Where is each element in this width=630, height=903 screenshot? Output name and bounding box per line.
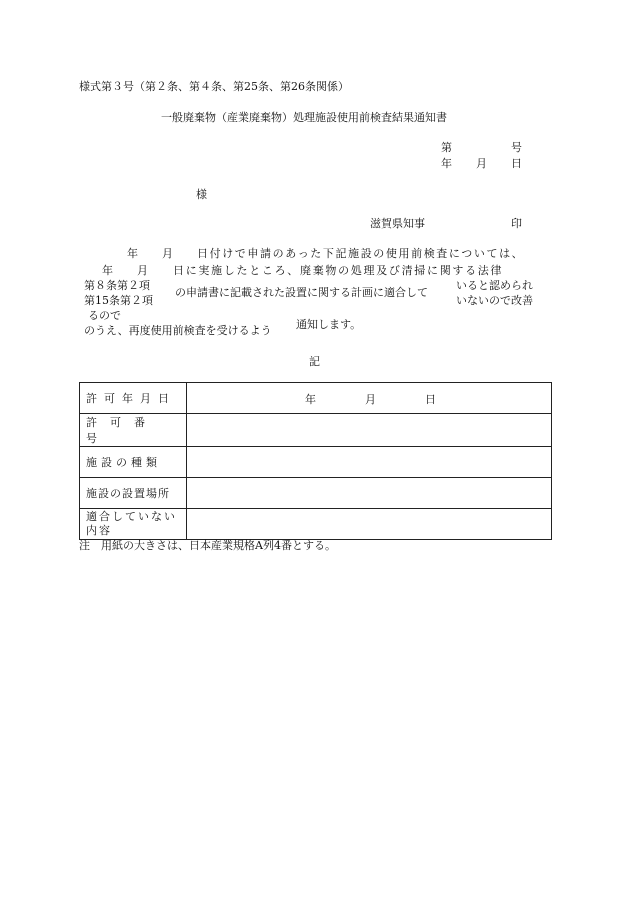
body-last-line: のうえ、再度使用前検査を受けるよう	[84, 324, 272, 337]
facility-type-value	[187, 447, 552, 478]
body-line1-year: 年	[127, 247, 138, 260]
body-notify: 通知します。	[296, 318, 362, 331]
result-option-b: いないので改善	[456, 294, 533, 307]
addressee-suffix: 様	[196, 188, 207, 201]
facility-location-value	[187, 478, 552, 509]
table-date-year: 年	[305, 393, 316, 406]
number-suffix: 号	[511, 141, 522, 154]
document-title: 一般廃棄物（産業廃棄物）処理施設使用前検査結果通知書	[161, 111, 447, 124]
date-day-unit: 日	[511, 157, 522, 170]
table-row	[80, 383, 552, 414]
date-year-unit: 年	[441, 157, 452, 170]
seal-mark: 印	[511, 217, 522, 230]
body-line1-text: 日付けで申請のあった下記施設の使用前検査については、	[197, 247, 525, 260]
row-label-nonconforming: 適合していない内容	[80, 509, 187, 540]
result-option-a: いると認められ	[456, 279, 533, 292]
nonconforming-value	[187, 509, 552, 540]
table-date-month: 月	[365, 393, 376, 406]
body-line2-text: 日に実施したところ、廃棄物の処理及び清掃に関する法律	[173, 264, 504, 277]
body-tail-text: るので	[88, 309, 121, 322]
row-label-facility-location: 施設の設置場所	[80, 478, 187, 509]
article-option-a: 第８条第２項	[84, 279, 150, 292]
details-table	[79, 382, 552, 540]
table-row	[80, 414, 552, 447]
body-middle-text: の申請書に記載された設置に関する計画に適合して	[175, 286, 428, 299]
footnote: 注 用紙の大きさは、日本産業規格A列4番とする。	[79, 539, 336, 552]
row-label-permit-date: 許可年月日	[80, 383, 187, 414]
permit-date-value	[187, 383, 552, 414]
permit-number-value	[187, 414, 552, 447]
body-line2-year: 年	[102, 264, 113, 277]
table-row	[80, 509, 552, 540]
row-label-permit-number: 許可番号	[80, 414, 187, 447]
date-month-unit: 月	[476, 157, 487, 170]
table-date-day: 日	[425, 393, 436, 406]
table-row	[80, 447, 552, 478]
article-option-b: 第15条第２項	[84, 294, 153, 307]
body-line2-month: 月	[137, 264, 148, 277]
ki-heading: 記	[309, 355, 320, 368]
number-prefix: 第	[441, 141, 452, 154]
form-number: 様式第３号（第２条、第４条、第25条、第26条関係）	[79, 80, 349, 93]
table-row	[80, 478, 552, 509]
sender-name: 滋賀県知事	[370, 217, 425, 230]
body-line1-month: 月	[162, 247, 173, 260]
row-label-facility-type: 施設の種類	[80, 447, 187, 478]
